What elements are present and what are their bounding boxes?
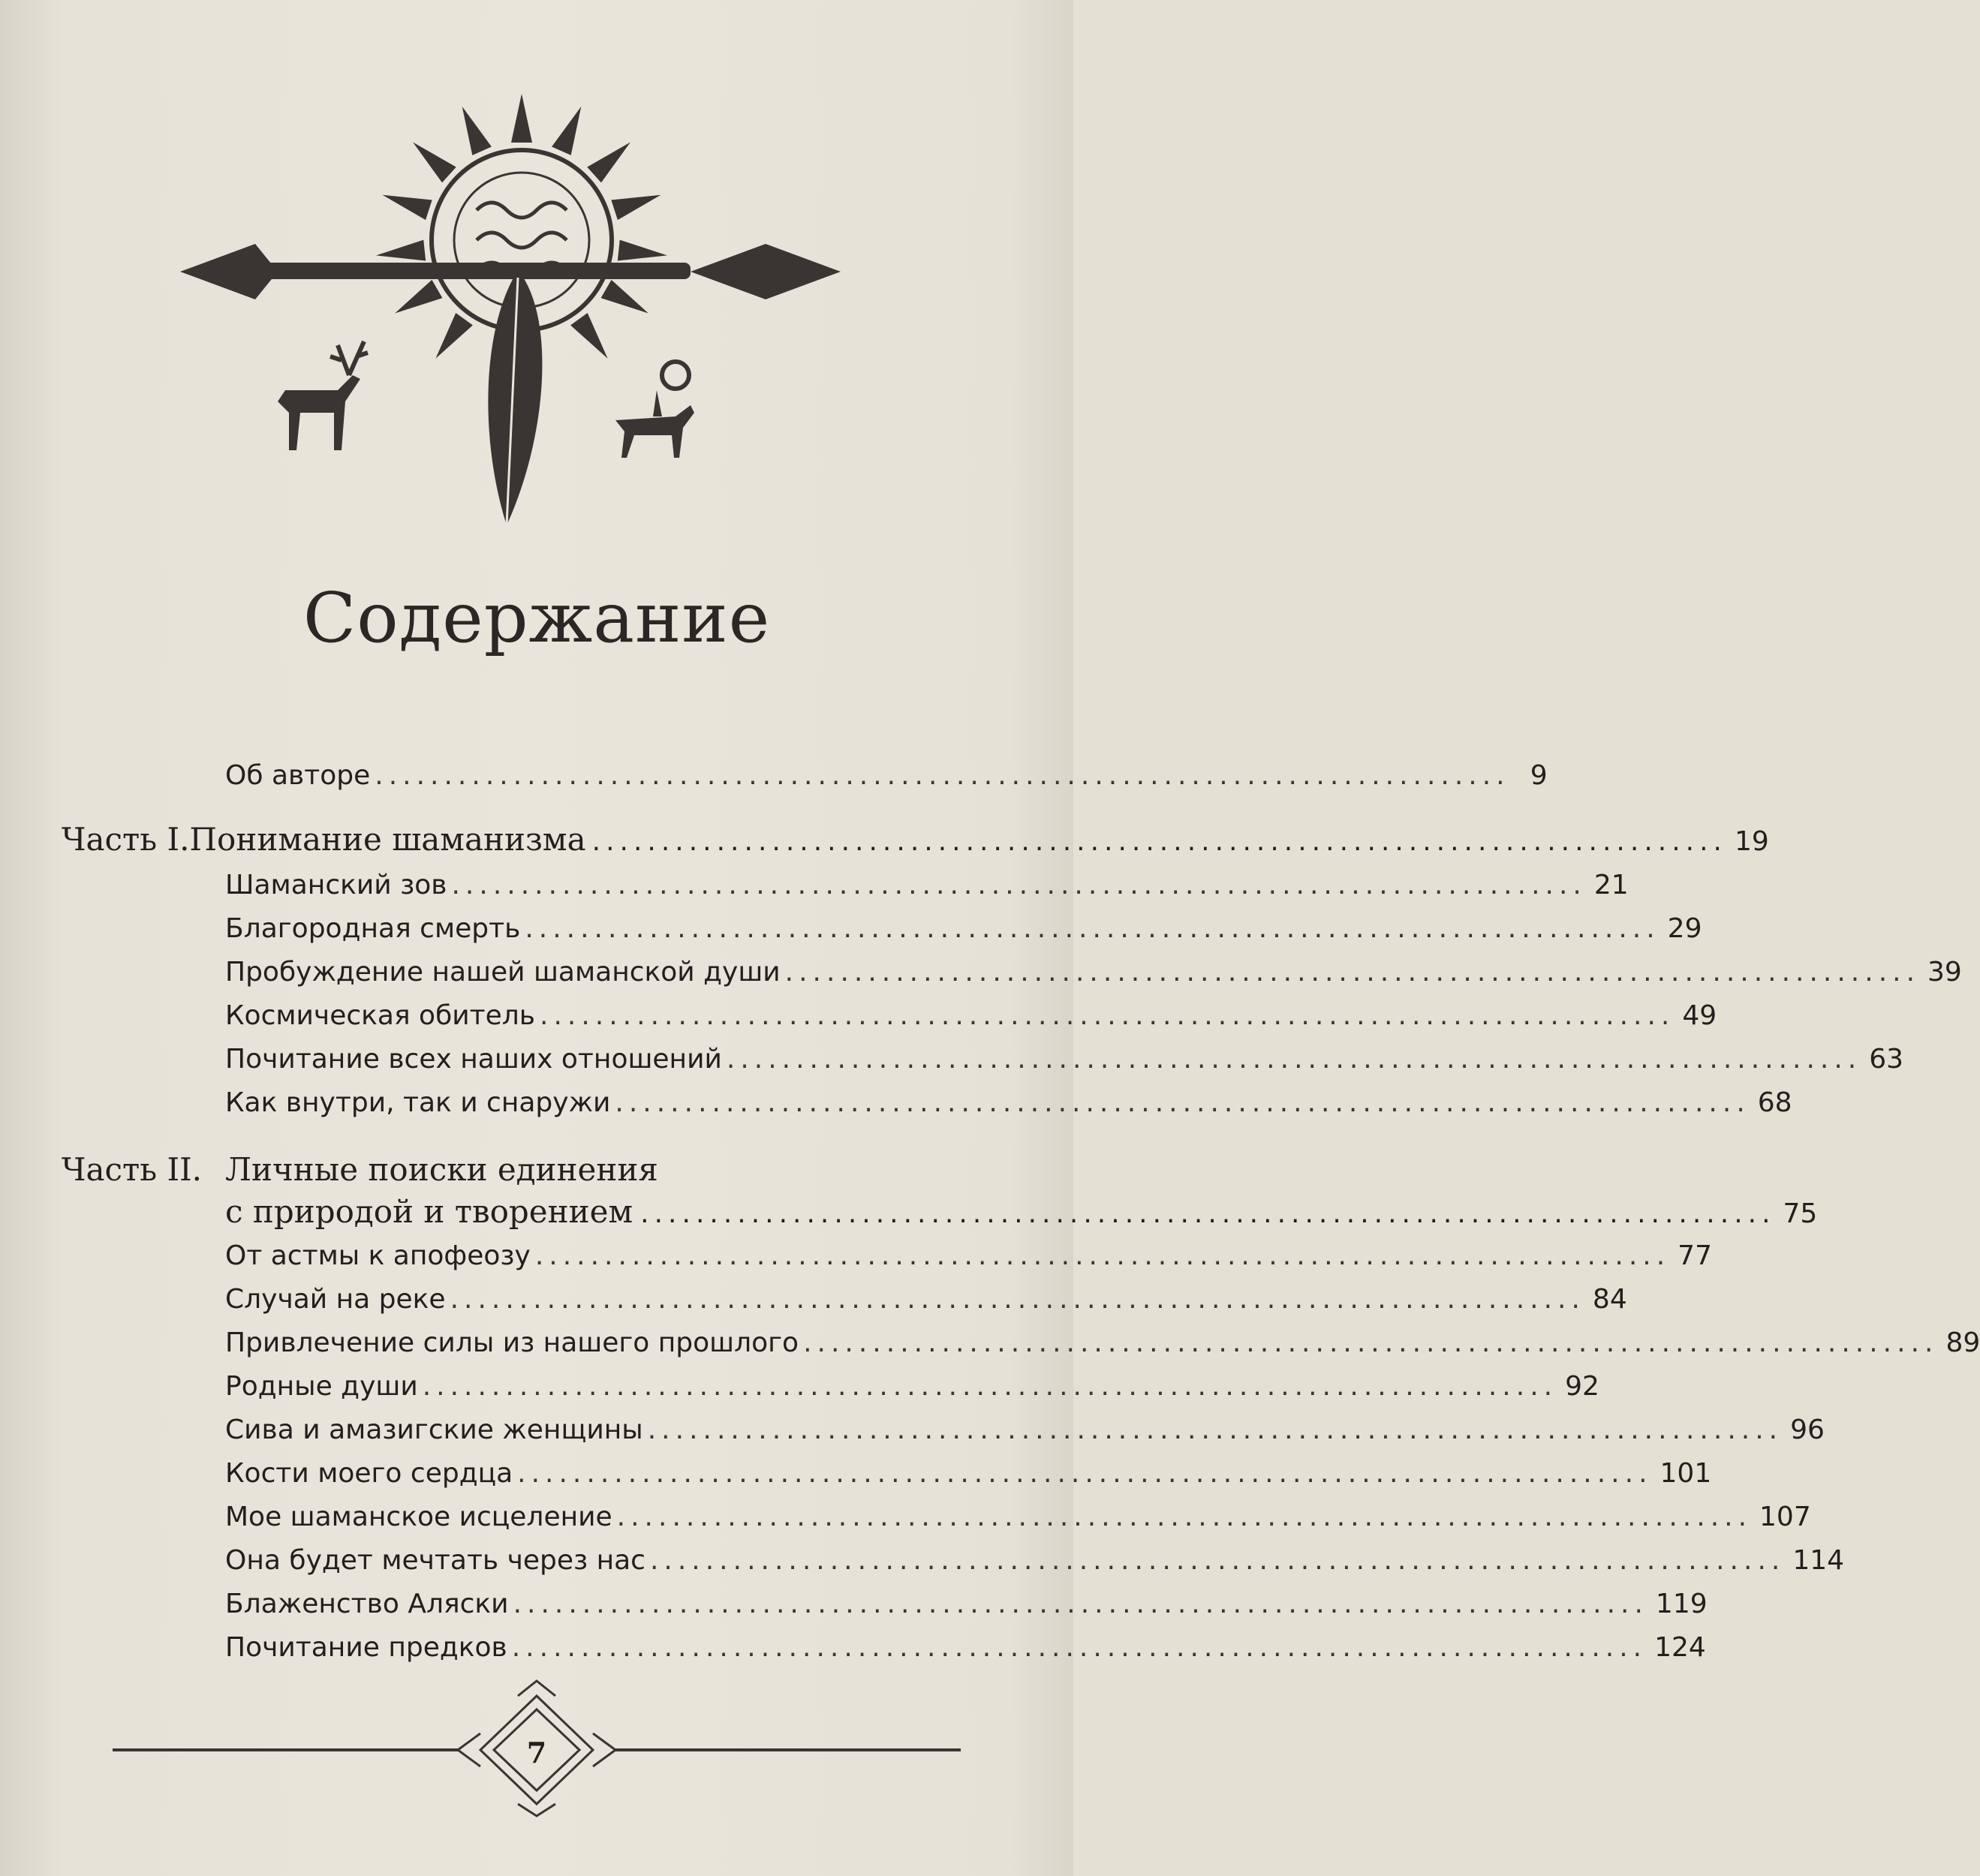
toc-entry-label: Она будет мечтать через нас — [225, 1545, 645, 1576]
toc-page-number: 9 — [1530, 760, 1548, 791]
toc-entry[interactable] — [225, 955, 1962, 991]
toc-entry-label: Кости моего сердца — [225, 1458, 513, 1489]
part-heading-1[interactable] — [62, 819, 1769, 862]
toc-page-number: 114 — [1792, 1545, 1845, 1576]
sun-feather-deer-horse-icon — [165, 90, 856, 540]
toc-entry[interactable] — [225, 1085, 1792, 1121]
dot-leader: .................................................................................. — [511, 1632, 1647, 1663]
toc-entry-label: Мое шаманское исцеление — [225, 1502, 612, 1532]
toc-page-number: 101 — [1660, 1458, 1712, 1489]
toc-entry[interactable] — [225, 911, 1702, 947]
toc-entry[interactable] — [225, 1412, 1825, 1448]
toc-page-number: 92 — [1565, 1371, 1599, 1402]
toc-page-number: 107 — [1759, 1502, 1811, 1532]
part-title: Понимание шаманизма — [189, 821, 586, 858]
toc-page-number: 96 — [1790, 1415, 1825, 1445]
toc-page-number: 39 — [1927, 957, 1962, 988]
toc-entry[interactable] — [225, 998, 1717, 1034]
toc-entry-label: Пробуждение нашей шаманской души — [225, 957, 781, 988]
dot-leader: .................................................................................. — [615, 1087, 1750, 1118]
page-number: 7 — [526, 1736, 547, 1769]
toc-entry-label: Привлечение силы из нашего прошлого — [225, 1327, 799, 1358]
page-title: Содержание — [302, 578, 771, 658]
dot-leader: .................................................................................. — [540, 1000, 1675, 1031]
toc-entry-label: Почитание предков — [225, 1632, 507, 1663]
dot-leader: .................................................................................. — [616, 1502, 1753, 1532]
toc-entry[interactable] — [225, 1238, 1712, 1274]
dot-leader: .................................................................................. — [726, 1044, 1862, 1075]
toc-entry[interactable] — [225, 1586, 1708, 1622]
part-number: Часть I. — [62, 821, 190, 858]
toc-entry[interactable] — [225, 1456, 1712, 1492]
dot-leader: .................................................................................. — [375, 760, 1510, 791]
dot-leader: .................................................................................. — [591, 826, 1727, 857]
part-number: Часть II. — [62, 1151, 203, 1188]
dot-leader: .................................................................................. — [517, 1458, 1653, 1489]
toc-page-number: 21 — [1593, 870, 1629, 900]
dot-leader: .................................................................................. — [450, 1284, 1585, 1315]
toc-entry[interactable] — [225, 1325, 1980, 1361]
toc-page-number: 77 — [1678, 1240, 1712, 1271]
part-title-line-1: Личные поиски единения — [225, 1151, 658, 1188]
toc-entry-label: Сива и амазигские женщины — [225, 1415, 643, 1445]
toc-entry[interactable] — [225, 1042, 1904, 1078]
toc-entry[interactable] — [225, 1369, 1599, 1405]
toc-page-number: 124 — [1654, 1632, 1706, 1663]
toc-entry-label: Космическая обитель — [225, 1000, 536, 1031]
toc-page-number: 29 — [1667, 913, 1702, 944]
toc-entry-label: Блаженство Аляски — [225, 1589, 509, 1619]
dot-leader: .................................................................................. — [647, 1415, 1783, 1445]
part-title-line-2: с природой и творением — [225, 1193, 633, 1230]
toc-entry[interactable] — [225, 867, 1629, 903]
toc-entry[interactable] — [225, 1630, 1706, 1666]
dot-leader: .................................................................................. — [534, 1240, 1671, 1271]
dot-leader: .................................................................................. — [803, 1327, 1939, 1358]
dot-leader: .................................................................................. — [525, 913, 1660, 944]
toc-entry[interactable] — [225, 1282, 1627, 1318]
dot-leader: .................................................................................. — [649, 1545, 1786, 1576]
part-heading-2[interactable] — [62, 1150, 658, 1190]
toc-entry-label: Об авторе — [225, 760, 371, 791]
toc-entry-label: Родные души — [225, 1371, 418, 1402]
toc-page-number: 119 — [1655, 1589, 1708, 1619]
toc-page-number: 75 — [1783, 1198, 1818, 1229]
toc-entry-label: От астмы к апофеозу — [225, 1240, 531, 1271]
toc-page-number: 68 — [1757, 1087, 1792, 1118]
toc-page-number: 63 — [1869, 1044, 1904, 1075]
part-heading-2-continuation[interactable] — [225, 1192, 1818, 1234]
toc-entry[interactable] — [225, 1499, 1811, 1535]
toc-entry-label: Как внутри, так и снаружи — [225, 1087, 611, 1118]
toc-entry-label: Случай на реке — [225, 1284, 446, 1315]
dot-leader: .................................................................................. — [422, 1371, 1558, 1402]
dot-leader: .................................................................................. — [640, 1198, 1776, 1229]
toc-entry-label: Почитание всех наших отношений — [225, 1044, 722, 1075]
toc-entry-label: Благородная смерть — [225, 913, 521, 944]
toc-entry-about-author[interactable] — [225, 758, 1548, 794]
toc-entry[interactable] — [225, 1543, 1845, 1579]
dot-leader: .................................................................................. — [451, 870, 1587, 900]
toc-page-number: 84 — [1592, 1284, 1627, 1315]
toc-page-number: 19 — [1734, 826, 1769, 857]
toc-page-number: 49 — [1682, 1000, 1717, 1031]
dot-leader: .................................................................................. — [784, 957, 1921, 988]
dot-leader: .................................................................................. — [513, 1589, 1648, 1619]
toc-entry-label: Шаманский зов — [225, 870, 447, 900]
toc-page-number: 89 — [1945, 1327, 1980, 1358]
